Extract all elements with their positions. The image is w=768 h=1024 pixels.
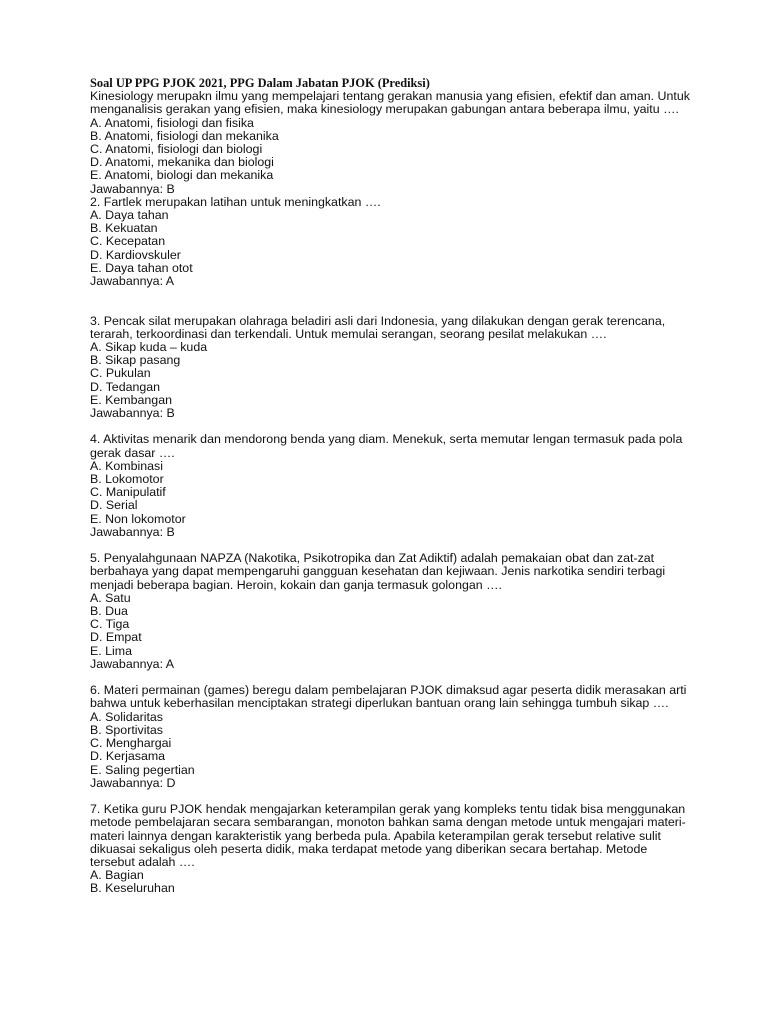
- option-a: A. Sikap kuda – kuda: [90, 340, 208, 355]
- option-c: C. Pukulan: [90, 366, 151, 381]
- question-text: Kinesiology merupakn ilmu yang mempelajari tentang gerakan manusia yang efisien, efektif dan aman. Untuk menganalisis gerakan yang efisien, maka kinesiology merupakan gabungan antara beberapa ilmu, yaitu ….: [90, 89, 690, 117]
- answer: Jawabannya: D: [90, 775, 176, 790]
- question-5: [90, 552, 690, 671]
- answer: Jawabannya: A: [90, 274, 175, 289]
- option-a: A. Kombinasi: [90, 458, 164, 473]
- option-d: D. Serial: [90, 498, 138, 513]
- option-b: B. Lokomotor: [90, 472, 164, 487]
- option-e: E. Daya tahan otot: [90, 260, 193, 275]
- option-e: E. Anatomi, biologi dan mekanika: [90, 168, 274, 183]
- question-4: [90, 433, 690, 539]
- option-b: B. Keseluruhan: [90, 881, 175, 896]
- option-e: E. Non lokomotor: [90, 511, 186, 526]
- question-1: [90, 90, 690, 196]
- question-text: 3. Pencak silat merupakan olahraga beladiri asli dari Indonesia, yang dilakukan dengan gerak terencana, terarah, terkoordinasi dan terkendali. Untuk memulai serangan, seorang pesilat melakukan ….: [90, 313, 666, 341]
- option-d: D. Empat: [90, 630, 142, 645]
- option-c: C. Tiga: [90, 617, 130, 632]
- question-text: 4. Aktivitas menarik dan mendorong benda yang diam. Menekuk, serta memutar lengan termasuk pada pola gerak dasar ….: [90, 432, 683, 460]
- option-c: C. Manipulatif: [90, 485, 166, 500]
- option-d: D. Tedangan: [90, 379, 161, 394]
- option-d: D. Anatomi, mekanika dan biologi: [90, 155, 274, 170]
- option-a: A. Satu: [90, 590, 131, 605]
- option-a: A. Solidaritas: [90, 709, 164, 724]
- question-text: 5. Penyalahgunaan NAPZA (Nakotika, Psikotropika dan Zat Adiktif) adalah pemakaian obat dan zat-zat berbahaya yang dapat mempengaruhi gangguan kesehatan dan kejiwaan. Jenis narkotika sendiri terbagi menjadi beberapa bagian. Heroin, kokain dan ganja termasuk golongan ….: [90, 551, 666, 592]
- spacer: [90, 288, 690, 314]
- question-3: [90, 315, 690, 421]
- option-a: A. Daya tahan: [90, 208, 169, 223]
- answer: Jawabannya: A: [90, 656, 175, 671]
- option-e: E. Lima: [90, 643, 133, 658]
- option-a: A. Anatomi, fisiologi dan fisika: [90, 115, 254, 130]
- option-b: B. Kekuatan: [90, 221, 158, 236]
- answer: Jawabannya: B: [90, 524, 175, 539]
- option-a: A. Bagian: [90, 868, 144, 883]
- option-c: C. Kecepatan: [90, 234, 166, 249]
- option-b: B. Anatomi, fisiologi dan mekanika: [90, 128, 279, 143]
- option-b: B. Sikap pasang: [90, 353, 181, 368]
- question-6: [90, 684, 690, 790]
- option-d: D. Kerjasama: [90, 749, 166, 764]
- question-2: [90, 196, 690, 288]
- option-c: C. Menghargai: [90, 736, 172, 751]
- question-text: 6. Materi permainan (games) beregu dalam pembelajaran PJOK dimaksud agar peserta didik merasakan arti bahwa untuk keberhasilan menciptakan strategi diperlukan bantuan orang lain sehingga tumbuh sikap ….: [90, 683, 687, 711]
- question-text: 7. Ketika guru PJOK hendak mengajarkan keterampilan gerak yang kompleks tentu tidak bisa menggunakan metode pembelajaran secara sembarangan, monoton bahkan sama dengan metode untuk mengajari materi-materi lainnya dengan karakteristik yang berbeda pula. Apabila keterampilan gerak tersebut relative sulit dikuasai sekaligus oleh peserta didik, maka terdapat metode yang diberikan secara bertahap. Metode tersebut adalah ….: [90, 802, 686, 869]
- answer: Jawabannya: B: [90, 406, 175, 421]
- option-b: B. Sportivitas: [90, 722, 163, 737]
- option-e: E. Saling pegertian: [90, 762, 195, 777]
- option-b: B. Dua: [90, 604, 128, 619]
- document-title: Soal UP PPG PJOK 2021, PPG Dalam Jabatan PJOK (Prediksi): [90, 76, 430, 90]
- document-body: [90, 77, 690, 896]
- answer: Jawabannya: B: [90, 181, 175, 196]
- option-d: D. Kardiovskuler: [90, 247, 181, 262]
- option-c: C. Anatomi, fisiologi dan biologi: [90, 142, 263, 157]
- question-7: [90, 803, 690, 895]
- question-text: 2. Fartlek merupakan latihan untuk meningkatkan ….: [90, 194, 381, 209]
- option-e: E. Kembangan: [90, 392, 172, 407]
